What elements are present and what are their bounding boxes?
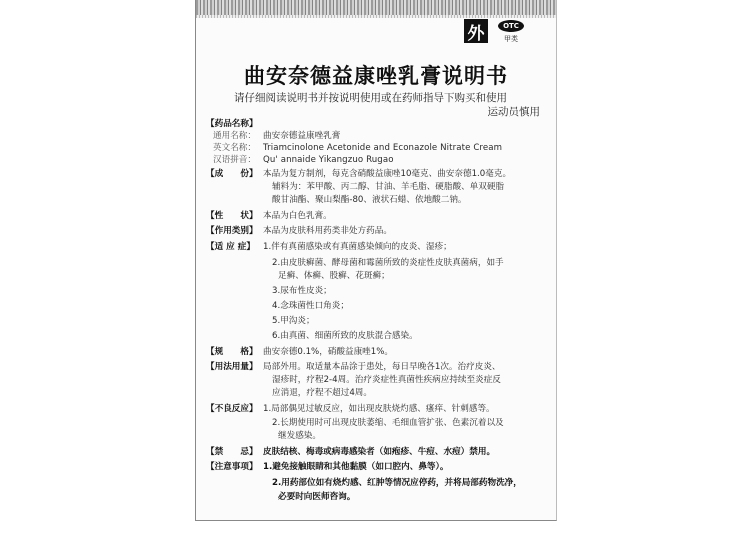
appearance-value: 本品为白色乳膏。 bbox=[263, 211, 332, 221]
appearance-label: 【性 状】 bbox=[206, 211, 258, 221]
indication-item: 足癣、体癣、股癣、花斑癣； bbox=[278, 271, 390, 281]
spec-label: 【规 格】 bbox=[206, 347, 258, 357]
english-name-label: 英文名称： bbox=[213, 143, 256, 153]
barcode-strip bbox=[196, 0, 556, 15]
pinyin-value: Qu' annaide Yikangzuo Rugao bbox=[263, 155, 394, 165]
caution-line: 2.用药部位如有烧灼感、红肿等情况应停药，并将局部药物洗净， bbox=[272, 478, 522, 488]
generic-name-label: 通用名称： bbox=[213, 131, 256, 141]
indication-item: 6.由真菌、细菌所致的皮肤混合感染。 bbox=[272, 331, 418, 341]
usage-line: 局部外用。取适量本品涂于患处，每日早晚各1次。治疗皮炎、 bbox=[263, 362, 501, 372]
spec-value: 曲安奈德0.1%，硝酸益康唑1%。 bbox=[263, 347, 393, 357]
usage-line: 应消退，疗程不超过4周。 bbox=[272, 388, 372, 398]
adverse-line: 1.局部偶见过敏反应，如出现皮肤烧灼感、瘙痒、针刺感等。 bbox=[263, 404, 495, 414]
external-use-badge: 外 bbox=[464, 19, 488, 43]
contraindication-value: 皮肤结核、梅毒或病毒感染者（如疱疹、牛痘、水痘）禁用。 bbox=[263, 447, 496, 457]
indication-item: 2.由皮肤癣菌、酵母菌和霉菌所致的炎症性皮肤真菌病，如手 bbox=[272, 258, 504, 268]
warning-line-1: 请仔细阅读说明书并按说明使用或在药师指导下购买和使用 bbox=[234, 92, 507, 104]
barcode-strip-lower bbox=[196, 15, 556, 18]
indication-item: 3.尿布性皮炎； bbox=[272, 286, 332, 296]
caution-line: 1.避免接触眼睛和其他黏膜（如口腔内、鼻等）。 bbox=[263, 462, 449, 472]
otc-class-label: 甲类 bbox=[504, 35, 518, 43]
otc-mark bbox=[496, 20, 526, 44]
composition-label: 【成 份】 bbox=[206, 169, 258, 179]
category-label: 【作用类别】 bbox=[206, 226, 258, 236]
indication-item: 5.甲沟炎； bbox=[272, 316, 315, 326]
caution-label: 【注意事项】 bbox=[206, 462, 258, 472]
category-value: 本品为皮肤科用药类非处方药品。 bbox=[263, 226, 392, 236]
warning-line-2: 运动员慎用 bbox=[487, 106, 540, 118]
indication-item: 1.伴有真菌感染或有真菌感染倾向的皮炎、湿疹； bbox=[263, 242, 452, 252]
composition-line: 辅料为：苯甲酸、丙二醇、甘油、羊毛脂、硬脂酸、单双硬脂 bbox=[272, 182, 505, 192]
leaflet-sheet bbox=[195, 0, 557, 521]
adverse-label: 【不良反应】 bbox=[206, 404, 258, 414]
indications-label: 【适 应 症】 bbox=[206, 242, 255, 252]
pinyin-label: 汉语拼音： bbox=[213, 155, 256, 165]
usage-label: 【用法用量】 bbox=[206, 362, 258, 372]
composition-line: 本品为复方制剂，每克含硝酸益康唑10毫克、曲安奈德1.0毫克。 bbox=[263, 169, 512, 179]
otc-oval-icon: OTC bbox=[498, 20, 524, 32]
caution-line: 必要时向医师咨询。 bbox=[278, 492, 356, 502]
usage-line: 湿疹时，疗程2-4周。治疗炎症性真菌性疾病应持续至炎症反 bbox=[272, 375, 501, 385]
english-name-value: Triamcinolone Acetonide and Econazole Nitrate Cream bbox=[263, 143, 503, 153]
document-title: 曲安奈德益康唑乳膏说明书 bbox=[244, 64, 508, 88]
adverse-line: 继发感染。 bbox=[278, 431, 321, 441]
contraindication-label: 【禁 忌】 bbox=[206, 447, 258, 457]
indication-item: 4.念珠菌性口角炎； bbox=[272, 301, 349, 311]
drug-name-label: 【药品名称】 bbox=[206, 119, 258, 129]
composition-line: 酸甘油酯、聚山梨酯-80、液状石蜡、依地酸二钠。 bbox=[272, 195, 467, 205]
adverse-line: 2.长期使用时可出现皮肤萎缩、毛细血管扩张、色素沉着以及 bbox=[272, 418, 504, 428]
generic-name-value: 曲安奈德益康唑乳膏 bbox=[263, 131, 341, 141]
